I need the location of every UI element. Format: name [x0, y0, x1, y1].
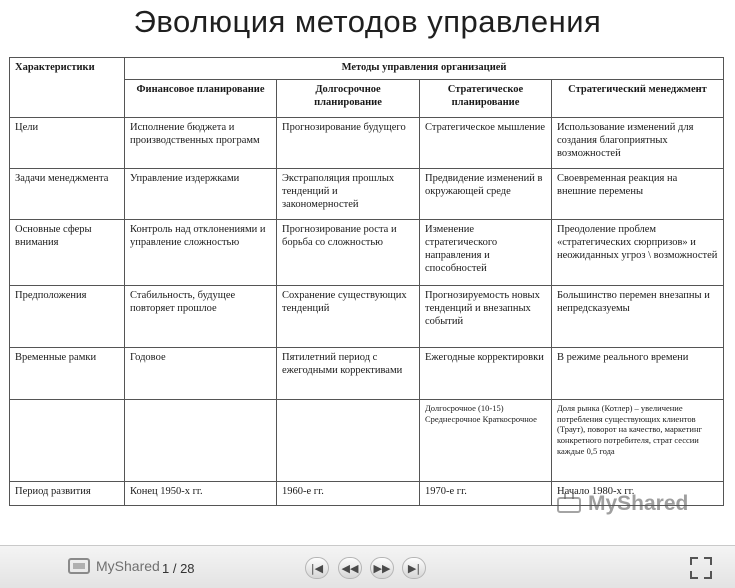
table-cell: Исполнение бюджета и производственных программ: [125, 118, 277, 169]
table-cell: Стабильность, будущее повторяет прошлое: [125, 286, 277, 348]
table-cell: Контроль над отклонениями и управление сложностью: [125, 220, 277, 286]
row-label: Временные рамки: [10, 348, 125, 400]
table-cell: 1960-е гг.: [277, 482, 420, 506]
page-indicator: 1 / 28: [162, 561, 195, 576]
fullscreen-button[interactable]: [690, 557, 712, 579]
row-label: [10, 400, 125, 482]
table-cell: Пятилетний период с ежегодными коррективами: [277, 348, 420, 400]
table-cell: Прогнозирование будущего: [277, 118, 420, 169]
logo-text: MyShared: [96, 558, 160, 574]
next-icon: ▶▶: [373, 561, 391, 575]
first-slide-button[interactable]: [305, 557, 329, 579]
table-row: [10, 400, 724, 482]
table-cell: Стратегическое мышление: [420, 118, 552, 169]
table-cell: Конец 1950-х гг.: [125, 482, 277, 506]
methods-group-header: Методы управления организацией: [125, 58, 724, 80]
table-cell: [125, 400, 277, 482]
table-cell: Годовое: [125, 348, 277, 400]
tv-logo-icon: [557, 493, 583, 515]
last-slide-button[interactable]: [402, 557, 426, 579]
table-cell: В режиме реального времени: [552, 348, 724, 400]
table-cell: Экстраполяция прошлых тенденций и закономерностей: [277, 169, 420, 220]
fullscreen-icon: [690, 557, 698, 565]
row-label: Основные сферы внимания: [10, 220, 125, 286]
table-cell: Управление издержками: [125, 169, 277, 220]
column-header: Финансовое планирование: [125, 80, 277, 118]
table-cell: Предвидение изменений в окружающей среде: [420, 169, 552, 220]
row-label: Цели: [10, 118, 125, 169]
previous-slide-button[interactable]: [338, 557, 362, 579]
tv-logo-icon: [68, 558, 90, 574]
skip-to-first-icon: |◀: [310, 561, 324, 575]
table-row: [10, 348, 724, 400]
table-cell: Прогнозируемость новых тенденций и внезапных событий: [420, 286, 552, 348]
table-row: [10, 286, 724, 348]
table-cell: Прогнозирование роста и борьба со сложностью: [277, 220, 420, 286]
table-cell: [277, 400, 420, 482]
table-cell: Начало 1980-х гг.: [552, 482, 724, 506]
viewer-toolbar: [0, 545, 735, 588]
table-row: [10, 169, 724, 220]
watermark-text: MyShared: [588, 492, 689, 515]
table-cell: Использование изменений для создания благоприятных возможностей: [552, 118, 724, 169]
previous-icon: ◀◀: [341, 561, 359, 575]
table-cell: Большинство перемен внезапны и непредсказуемы: [552, 286, 724, 348]
table-cell: Преодоление проблем «стратегических сюрпризов» и неожиданных угроз \ возможностей: [552, 220, 724, 286]
slide-title: Эволюция методов управления: [133, 4, 602, 39]
table-cell: Ежегодные корректировки: [420, 348, 552, 400]
row-label: Предположения: [10, 286, 125, 348]
table-cell: 1970-е гг.: [420, 482, 552, 506]
table-row: [10, 118, 724, 169]
table-cell: Доля рынка (Котлер) – увеличение потребления существующих клиентов (Траут), поворот на качество, маркетинг конкретного потребителя, страт сессии каждые 0,5 года: [552, 400, 724, 482]
myshared-watermark: [557, 490, 688, 518]
row-label: Период развития: [10, 482, 125, 506]
myshared-logo[interactable]: [68, 558, 160, 574]
next-slide-button[interactable]: [370, 557, 394, 579]
table-cell: Долгосрочное (10-15) Среднесрочное Краткосрочное: [420, 400, 552, 482]
methods-table: [9, 57, 724, 506]
skip-to-last-icon: ▶|: [407, 561, 421, 575]
characteristics-header: Характеристики: [10, 58, 125, 118]
column-header: Стратегическое планирование: [420, 80, 552, 118]
row-label: Задачи менеджмента: [10, 169, 125, 220]
table-cell: Своевременная реакция на внешние перемены: [552, 169, 724, 220]
column-header: Долгосрочное планирование: [277, 80, 420, 118]
column-header: Стратегический менеджмент: [552, 80, 724, 118]
table-row: [10, 220, 724, 286]
table-cell: Сохранение существующих тенденций: [277, 286, 420, 348]
table-cell: Изменение стратегического направления и способностей: [420, 220, 552, 286]
